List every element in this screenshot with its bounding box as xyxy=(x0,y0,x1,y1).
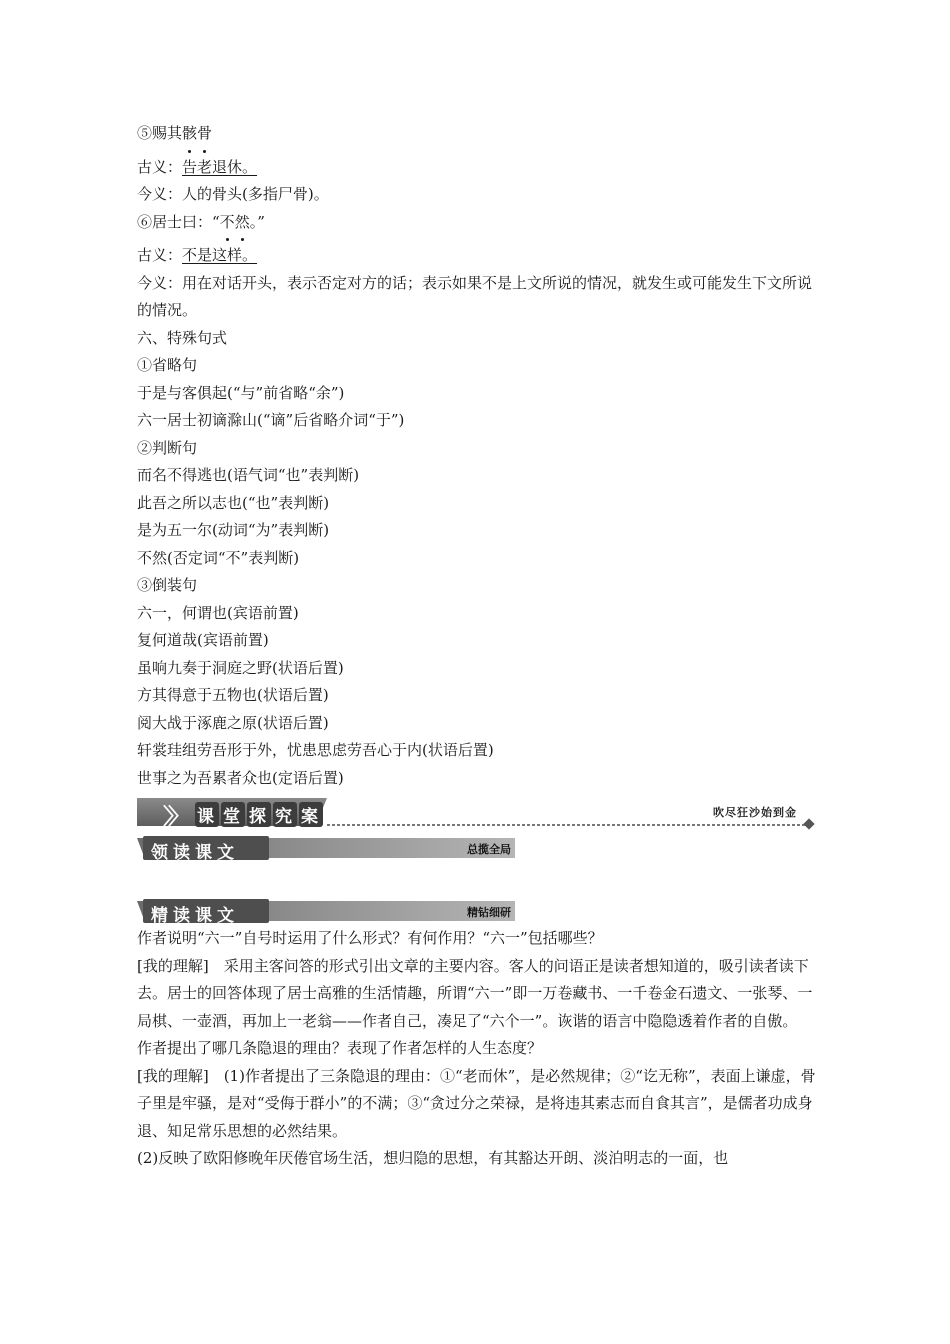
close-reading-banner xyxy=(137,899,515,926)
example-line: 复何道哉(宾语前置) xyxy=(137,631,269,649)
subsection-heading: ②判断句 xyxy=(137,438,198,457)
lead-reading-title: 领读课文 xyxy=(151,843,239,863)
question-text: 作者提出了哪几条隐退的理由？表现了作者怎样的人生态度？ xyxy=(137,1039,543,1057)
banner-title-char: 案 xyxy=(299,802,323,827)
answer-continuation: (2)反映了欧阳修晚年厌倦官场生活，想归隐的思想，有其豁达开朗、淡泊明志的一面，也 xyxy=(137,1149,729,1167)
underlined-answer: 不是这样。 xyxy=(182,246,258,264)
example-line: 世事之为吾累者众也(定语后置) xyxy=(137,768,344,787)
example-line: 而名不得逃也(语气词“也”表判断) xyxy=(137,466,360,484)
emphasis-dot-char: 骨 xyxy=(197,120,212,148)
ancient-meaning-line: 古义：告老退休。 xyxy=(137,157,258,176)
example-line: 虽响九奏于洞庭之野(状语后置) xyxy=(137,658,344,677)
subsection-heading: ①省略句 xyxy=(137,356,198,374)
ancient-meaning-line: 古义：不是这样。 xyxy=(137,246,258,264)
example-line: 此吾之所以志也(“也”表判断) xyxy=(137,493,330,512)
lead-reading-banner xyxy=(137,836,515,863)
modern-meaning-line: 今义：人的骨头(多指尸骨)。 xyxy=(137,185,329,203)
subsection-heading: ③倒装句 xyxy=(137,576,198,594)
item-6-heading: ⑥居士曰：“不然。” xyxy=(137,209,817,237)
close-reading-title: 精读课文 xyxy=(151,906,239,926)
banner-title-char: 究 xyxy=(273,802,297,827)
underlined-answer: 告老退休。 xyxy=(182,157,258,176)
banner-title-char: 课 xyxy=(195,802,219,827)
lead-reading-note: 总揽全局 xyxy=(467,843,511,856)
example-line: 六一居士初谪滁山(“谪”后省略介词“于”) xyxy=(137,411,405,429)
banner-title xyxy=(195,802,325,827)
diamond-icon xyxy=(803,818,814,829)
document-page xyxy=(137,120,817,1173)
example-line: 是为五一尔(动词“为”表判断) xyxy=(137,521,330,539)
emphasis-dot-char: 然 xyxy=(235,209,250,237)
modern-meaning-line: 今义：用在对话开头，表示否定对方的话；表示如果不是上文所说的情况，就发生或可能发生下文所说的情况。 xyxy=(137,273,813,319)
example-line: 不然(否定词“不”表判断) xyxy=(137,548,300,567)
double-chevron-icon: 〉〉 xyxy=(163,805,185,830)
close-reading-note: 精钻细研 xyxy=(467,906,511,919)
item-5-heading: ⑤赐其骸骨 xyxy=(137,120,817,148)
banner-title-char: 探 xyxy=(247,802,271,827)
example-line: 方其得意于五物也(状语后置) xyxy=(137,686,329,704)
example-line: 轩裳珪组劳吾形于外，忧患思虑劳吾心于内(状语后置) xyxy=(137,741,494,759)
banner-title-char: 堂 xyxy=(221,802,245,827)
emphasis-dot-char: 不 xyxy=(220,209,235,237)
answer-text: [我的理解] (1)作者提出了三条隐退的理由：①“老而休”，是必然规律；②“讫无称”，表面上谦虚，骨子里是牢骚，是对“受侮于群小”的不满；③“贪过分之荣禄，是将违其素志而自食其言”，是儒者功成身退、知足常乐思想的必然结果。 xyxy=(137,1066,816,1140)
banner-slogan: 吹尽狂沙始到金 xyxy=(713,806,797,819)
answer-text: [我的理解] 采用主客问答的形式引出文章的主要内容。客人的问语正是读者想知道的，吸引读者读下去。居士的回答体现了居士高雅的生活情趣，所谓“六一”即一万卷藏书、一千卷金石遗文、一张琴、一局棋、一壶酒，再加上一老翁——作者自己，凑足了“六个一”。诙谐的语言中隐隐透着作者的自傲。 xyxy=(137,956,813,1030)
question-text: 作者说明“六一”自号时运用了什么形式？有何作用？“六一”包括哪些？ xyxy=(137,929,603,947)
classroom-section-banner xyxy=(137,798,817,828)
example-line: 六一，何谓也(宾语前置) xyxy=(137,603,299,622)
example-line: 于是与客俱起(“与”前省略“余”) xyxy=(137,383,345,402)
example-line: 阅大战于涿鹿之原(状语后置) xyxy=(137,713,329,732)
emphasis-dot-char: 骸 xyxy=(182,120,197,148)
section-heading: 六、特殊句式 xyxy=(137,328,228,347)
